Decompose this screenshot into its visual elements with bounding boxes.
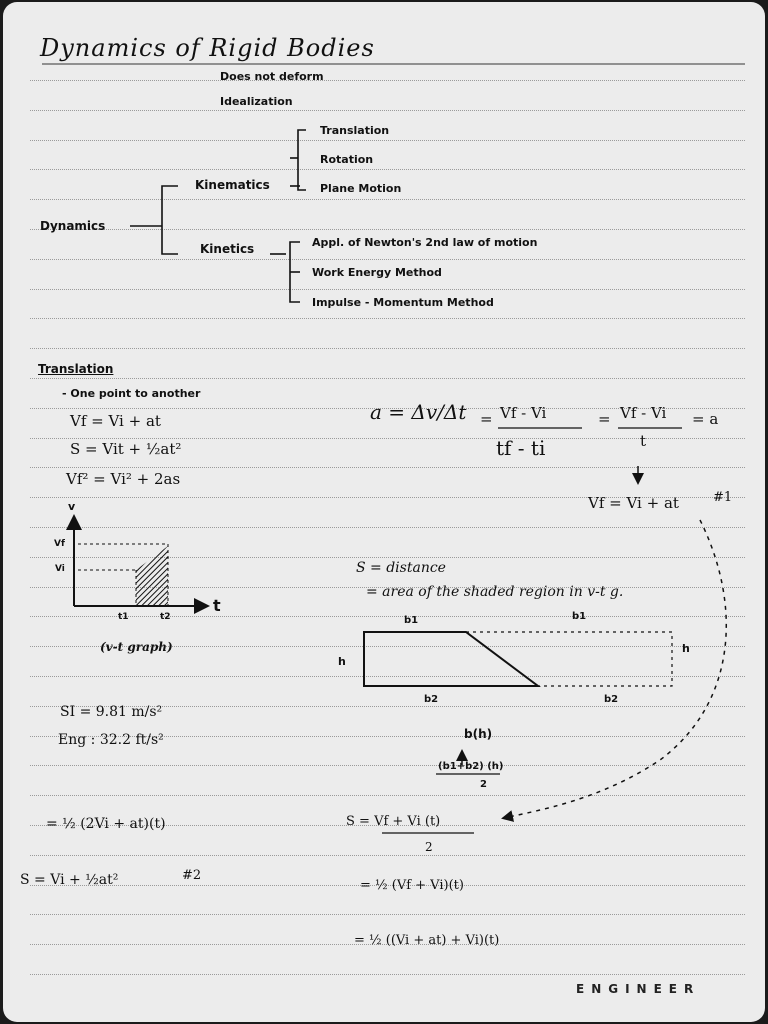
note-does-not-deform: Does not deform (220, 70, 324, 83)
equation-2: S = Vit + ½at² (70, 440, 182, 458)
kinetics-work-energy: Work Energy Method (312, 266, 442, 279)
tag-1: #1 (713, 490, 733, 505)
trapezoid-area-num: (b1+b2) (h) (438, 761, 504, 772)
accel-result: Vf = Vi + at (588, 494, 679, 512)
graph-x-axis-label: t (213, 596, 221, 615)
derivation-right-1-den: 2 (425, 840, 433, 854)
distance-definition: S = distance (356, 560, 446, 576)
gravity-si: SI = 9.81 m/s² (60, 704, 163, 720)
graph-t2-label: t2 (160, 612, 171, 622)
note-idealization: Idealization (220, 95, 293, 108)
graph-vi-label: Vi (55, 564, 65, 574)
accel-definition: a = Δv/Δt (370, 400, 467, 424)
graph-vf-label: Vf (54, 539, 65, 549)
kinetics-newton: Appl. of Newton's 2nd law of motion (312, 236, 538, 249)
tree-kinematics: Kinematics (195, 178, 270, 192)
derivation-arrows (462, 466, 726, 818)
trapezoid-b1-left: b1 (404, 615, 419, 626)
kinematics-translation: Translation (320, 124, 390, 137)
trapezoid-b1-right: b1 (572, 611, 587, 622)
accel-frac2-num: Vf - Vi (620, 404, 667, 422)
page-title: Dynamics of Rigid Bodies (40, 34, 375, 62)
kinematics-rotation: Rotation (320, 153, 374, 166)
derivation-left-2: S = Vi + ½at² (20, 872, 119, 888)
equation-1: Vf = Vi + at (70, 412, 161, 430)
tree-kinetics: Kinetics (200, 242, 255, 256)
trapezoid-b2-right: b2 (604, 694, 619, 705)
equation-3: Vf² = Vi² + 2as (66, 470, 181, 488)
derivation-right-3: = ½ ((Vi + at) + Vi)(t) (354, 933, 500, 948)
trapezoid-area-den: 2 (480, 779, 487, 790)
gravity-english: Eng : 32.2 ft/s² (58, 732, 164, 748)
trapezoid-h-right: h (682, 642, 690, 655)
accel-frac2-den: t (640, 432, 647, 450)
trapezoid-h-left: h (338, 655, 346, 668)
fraction-bars (382, 428, 682, 833)
tree-brackets (130, 130, 306, 302)
derivation-left-1: = ½ (2Vi + at)(t) (46, 816, 166, 832)
vt-graph (74, 518, 206, 606)
derivation-right-2: = ½ (Vf + Vi)(t) (360, 878, 464, 893)
translation-subtitle: - One point to another (62, 387, 201, 400)
derivation-right-1-num: S = Vf + Vi (t) (346, 814, 441, 829)
tag-2: #2 (182, 868, 202, 883)
tree-root-dynamics: Dynamics (40, 219, 106, 233)
graph-t1-label: t1 (118, 612, 129, 622)
notebook-page: Dynamics of Rigid Bodies Does not deform Idealization Dynamics Kinematics Translation Rotation Plane Motion Kinetics Appl. of Newton's 2nd law of motion Work Energy Method Impulse - Momentum Method Translation - One point to another Vf = Vi + at S = Vit + ½at² Vf² = Vi² + 2as a = Δv/Δt = Vf - Vi tf - ti = Vf - Vi t = a Vf = Vi + at #1 v t Vf Vi t1 t2 (v-t graph) S = distance = area of the shaded region in v-t g. b1 b2 h b1 b2 h b(h) (b1+b2) (h) 2 SI = 9.81 m/s² Eng : 32.2 ft/s² = ½ (2Vi + at)(t) S = Vi + ½at² #2 S = Vf + Vi (t) 2 = ½ (Vf + Vi)(t) = ½ ((Vi + at) + Vi)(t) ENGINEER (0, 0, 768, 1024)
trapezoid-area-rect: b(h) (464, 727, 493, 741)
kinetics-impulse-momentum: Impulse - Momentum Method (312, 296, 494, 309)
trapezoid-diagram (364, 632, 672, 686)
brand-footer: ENGINEER (576, 982, 701, 996)
distance-area-note: = area of the shaded region in v-t g. (366, 584, 624, 600)
trapezoid-b2-left: b2 (424, 694, 439, 705)
graph-caption: (v-t graph) (100, 640, 173, 654)
accel-frac1-den: tf - ti (496, 436, 546, 460)
accel-frac1-num: Vf - Vi (500, 404, 547, 422)
graph-y-axis-label: v (68, 500, 76, 513)
kinematics-plane-motion: Plane Motion (320, 182, 402, 195)
translation-heading: Translation (38, 362, 114, 376)
accel-equals-a: = a (692, 410, 719, 428)
